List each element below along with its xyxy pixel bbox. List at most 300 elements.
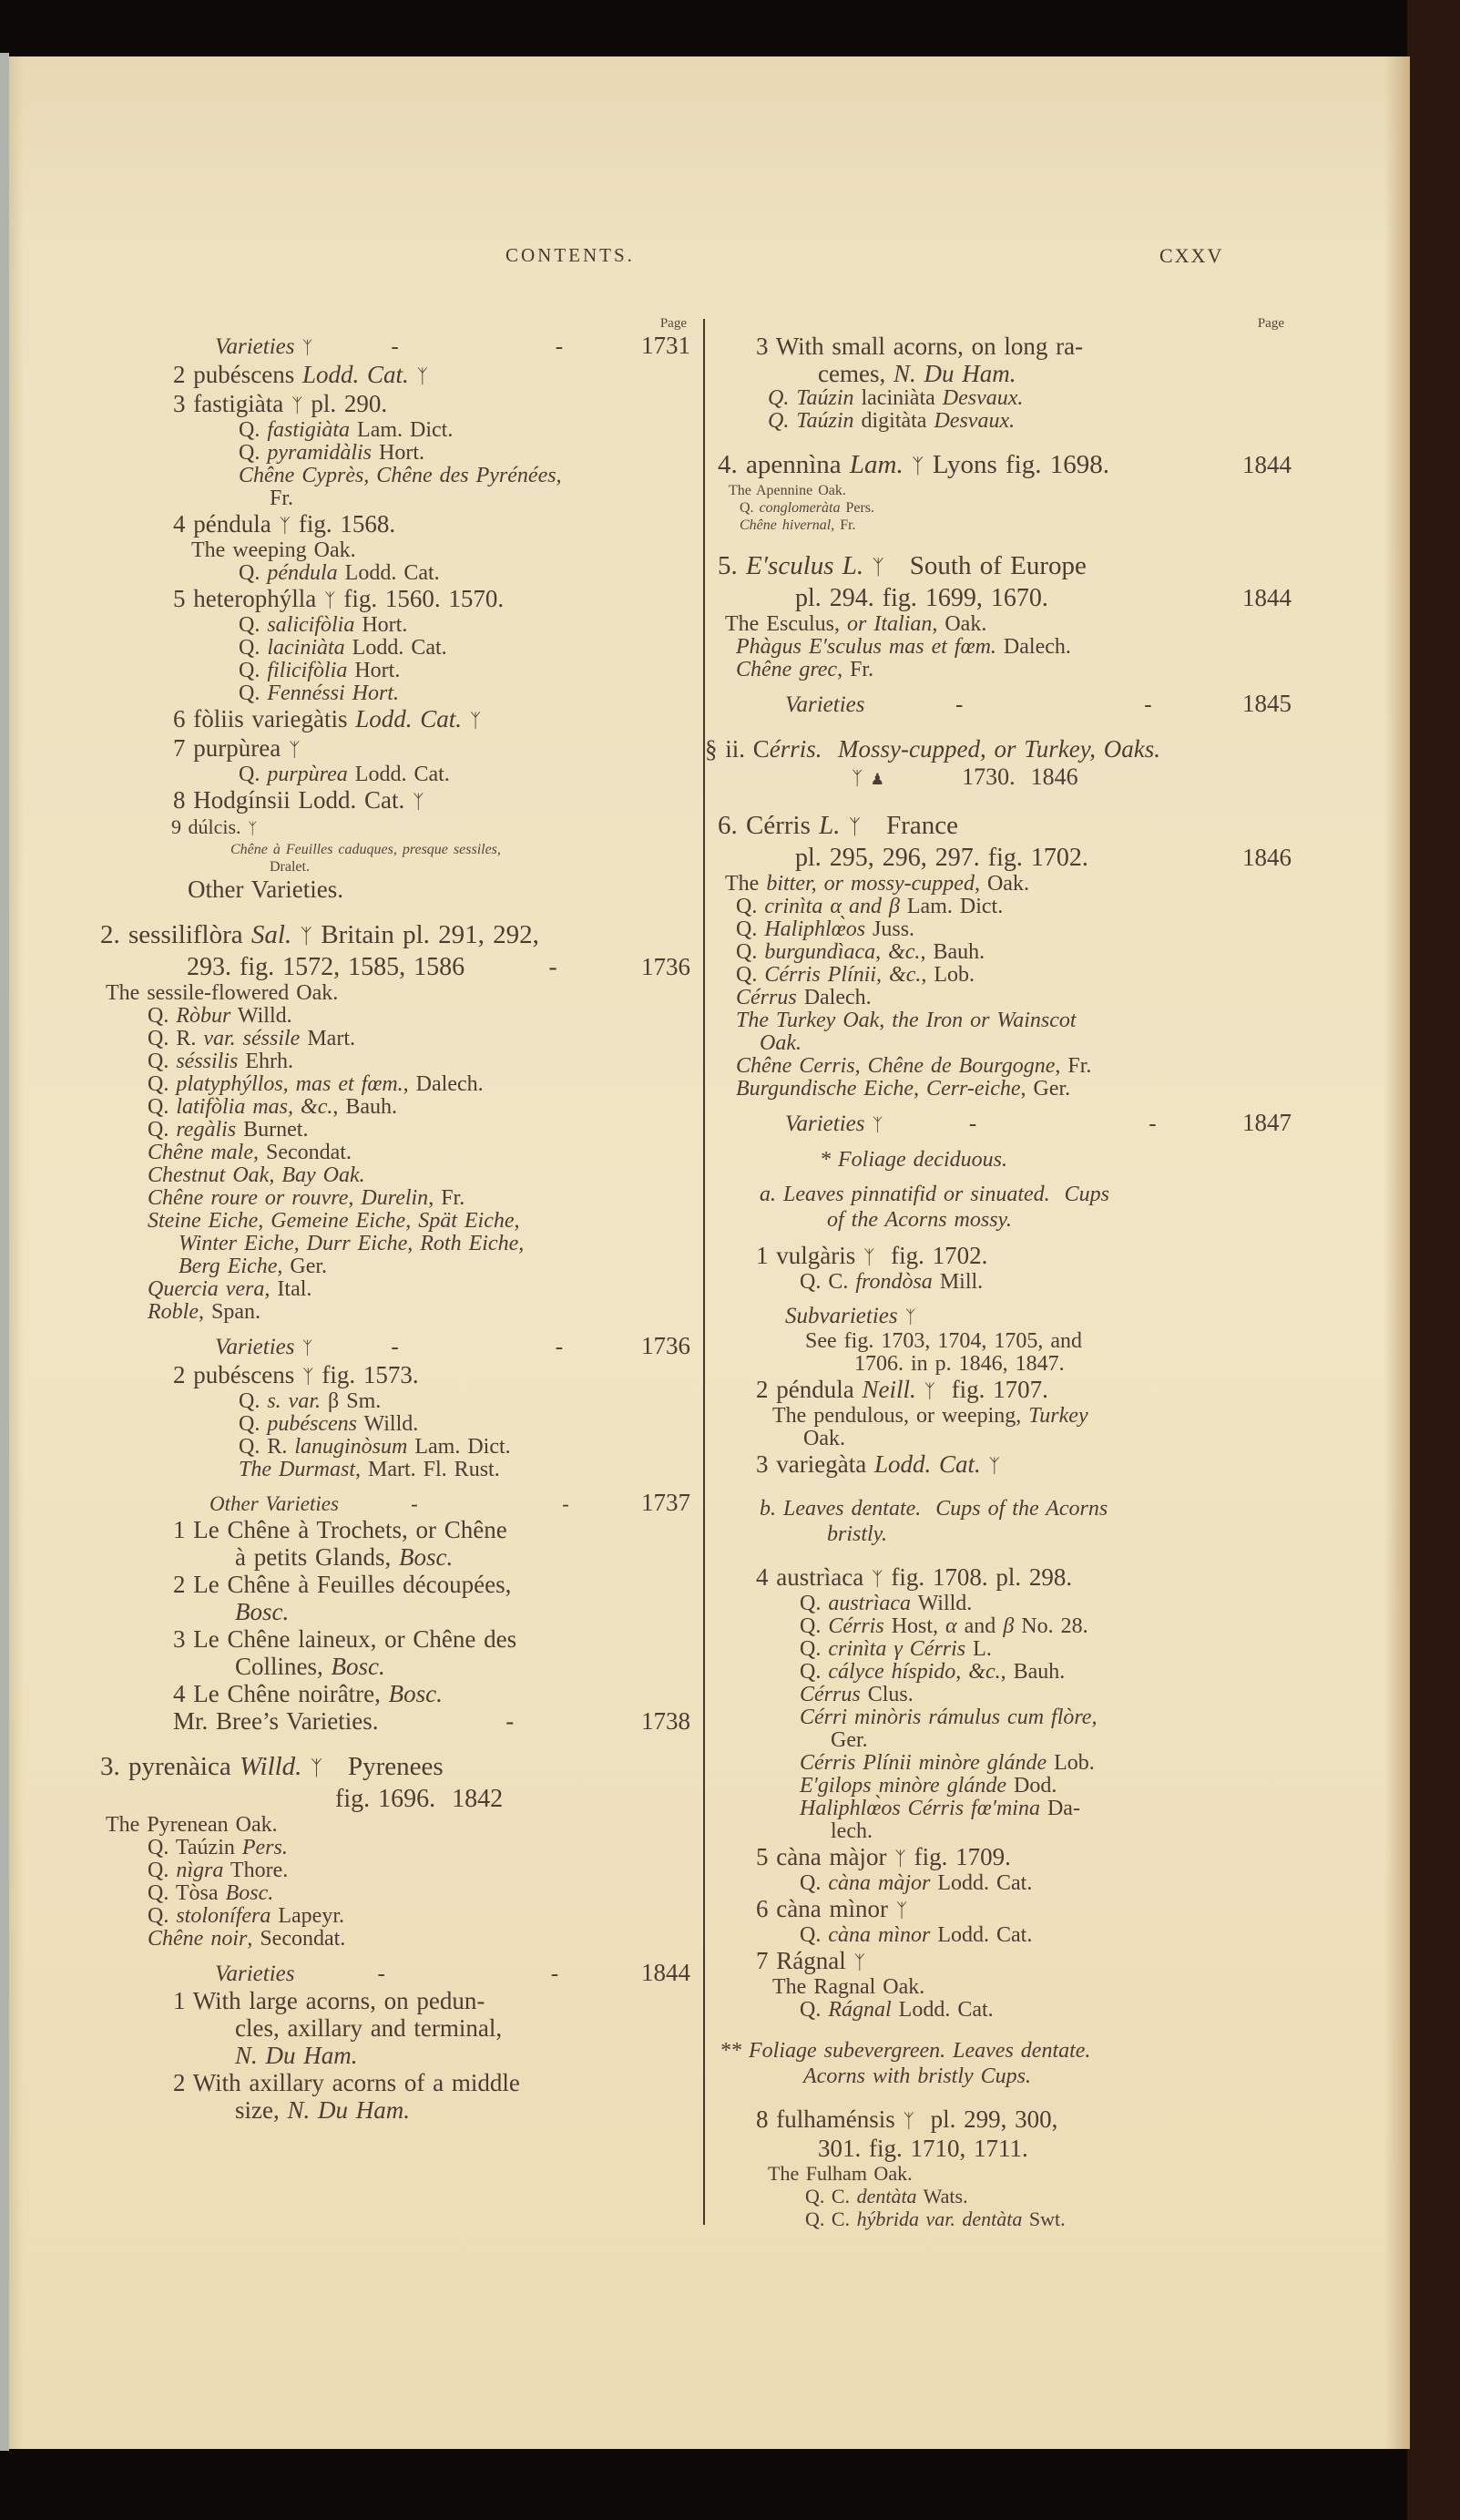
text-segment: Q. Taúzin	[768, 409, 854, 433]
text-segment: fig. 1709.	[905, 1843, 1011, 1870]
text-segment	[301, 1752, 310, 1781]
text-segment: , Mart. Fl. Rust.	[355, 1458, 500, 1481]
text-segment: Q.	[800, 1871, 829, 1895]
contents-line	[718, 1729, 1310, 1752]
contents-line	[718, 1182, 1310, 1207]
deciduous-tree-icon: ᛉ	[469, 709, 482, 732]
line-text	[852, 763, 1078, 794]
contents-line	[100, 858, 692, 876]
page-edge-strip	[0, 53, 9, 2451]
text-segment: conglomeràta	[759, 500, 841, 516]
text-segment: and	[956, 1614, 1004, 1638]
line-text	[736, 964, 975, 987]
text-segment: Q.	[148, 1050, 177, 1073]
line-text	[148, 1859, 288, 1882]
text-segment: 2 pubéscens	[173, 1361, 302, 1388]
page-number-ref: 1844	[1242, 451, 1292, 478]
contents-line	[718, 1798, 1310, 1820]
contents-line	[718, 1110, 1310, 1138]
contents-line	[100, 1905, 692, 1928]
contents-line	[718, 1428, 1310, 1450]
line-text	[795, 843, 1088, 873]
text-segment: 3 Le Chêne laineux, or Chêne des	[173, 1625, 517, 1653]
text-segment: Q.	[239, 763, 268, 786]
line-text	[831, 1820, 873, 1843]
contents-line	[718, 1947, 1310, 1976]
contents-line	[100, 734, 692, 763]
line-text	[718, 550, 1087, 583]
text-segment: Q.	[239, 659, 268, 682]
page-number-ref: 1844	[1242, 584, 1292, 611]
text-segment: a. Leaves pinnatifid or sinuated. Cups	[760, 1183, 1109, 1206]
text-segment: Subvarieties	[785, 1304, 905, 1328]
contents-line	[718, 1615, 1310, 1638]
line-text	[805, 2185, 968, 2208]
line-text	[800, 1924, 1032, 1947]
line-text	[772, 1976, 924, 1999]
text-segment: Lam. Dict.	[407, 1435, 511, 1459]
text-segment: The Pyrenean Oak.	[106, 1813, 278, 1837]
contents-line	[718, 964, 1310, 987]
text-segment: purpùrea	[267, 763, 348, 786]
text-segment: , Ger.	[1020, 1077, 1071, 1101]
text-segment: Host,	[883, 1614, 946, 1638]
contents-line	[718, 1593, 1310, 1615]
line-text	[173, 1625, 516, 1653]
line-text	[827, 1207, 1012, 1233]
contents-line	[718, 1872, 1310, 1895]
line-text	[831, 1729, 868, 1752]
text-segment: Chêne Cyprès, Chêne des Pyrénées,	[239, 464, 562, 487]
contents-line	[718, 1843, 1310, 1872]
text-segment: Dalech.	[796, 986, 872, 1009]
line-text	[705, 734, 1160, 763]
text-segment: Ròbur	[176, 1004, 231, 1028]
text-segment: Lodd. Cat.	[873, 1450, 981, 1478]
text-segment: s. var.	[267, 1389, 322, 1413]
text-segment: b. Leaves dentate. Cups of the Acorns	[760, 1497, 1108, 1521]
text-segment: Chestnut Oak, Bay Oak.	[148, 1163, 365, 1187]
text-segment: 4 Le Chêne noirâtre,	[173, 1680, 389, 1707]
text-segment: , Ger.	[277, 1255, 328, 1278]
text-segment: The sessile-flowered Oak.	[106, 981, 339, 1005]
text-segment: pl. 299, 300,	[914, 2105, 1058, 2133]
deciduous-tree-icon: ᛉ	[248, 820, 258, 838]
line-text	[720, 2038, 1090, 2064]
text-segment: Q.	[148, 1004, 177, 1028]
line-text	[235, 1543, 453, 1571]
text-segment: 2 With axillary acorns of a middle	[173, 2069, 520, 2096]
text-segment: 7 Rágnal	[756, 1947, 854, 1974]
text-segment: Collines,	[235, 1653, 332, 1680]
contents-line	[718, 1706, 1310, 1729]
folio-number: CXXV	[1159, 244, 1224, 267]
contents-line	[718, 659, 1310, 681]
text-segment: Varieties	[215, 334, 302, 359]
contents-line	[718, 1009, 1310, 1032]
contents-line	[718, 410, 1310, 433]
line-text	[768, 2162, 913, 2185]
deciduous-tree-icon: ᛉ	[853, 1951, 866, 1973]
contents-line	[718, 1207, 1310, 1233]
contents-line	[100, 1005, 692, 1028]
line-text	[760, 1032, 801, 1055]
contents-line	[100, 982, 692, 1005]
text-segment: bristly.	[827, 1522, 888, 1546]
text-segment: Q.	[800, 1592, 829, 1615]
line-text	[173, 1571, 511, 1598]
text-segment: Other Varieties.	[188, 876, 343, 903]
contents-line	[718, 636, 1310, 659]
text-segment: var. séssile	[203, 1027, 301, 1050]
leader-dash: -	[555, 334, 564, 359]
line-text	[768, 410, 1015, 433]
text-segment: regàlis	[176, 1118, 237, 1142]
leader-dash: -	[505, 1707, 515, 1735]
text-segment: Varieties	[785, 692, 865, 717]
contents-line	[718, 1684, 1310, 1706]
text-segment: Neill.	[862, 1376, 916, 1403]
contents-line	[100, 1278, 692, 1301]
text-segment: pl. 290.	[302, 390, 388, 417]
text-segment: lanuginòsum	[294, 1435, 408, 1459]
line-text	[736, 896, 1003, 918]
text-segment: , Secondat.	[247, 1927, 346, 1951]
contents-line	[100, 1142, 692, 1164]
contents-line	[100, 815, 692, 841]
text-segment: à petits Glands,	[235, 1543, 399, 1571]
contents-line	[718, 2105, 1310, 2135]
line-text	[803, 2064, 1031, 2089]
text-segment: Willd.	[239, 1752, 302, 1781]
text-segment: cles, axillary and terminal,	[235, 2014, 503, 2042]
contents-line	[100, 1680, 692, 1707]
text-segment: France	[861, 811, 958, 840]
contents-line	[100, 1073, 692, 1096]
line-text	[805, 2208, 1066, 2230]
text-segment: , Fr.	[428, 1186, 465, 1210]
contents-line	[718, 2135, 1310, 2162]
text-segment: fig. 1696. 1842	[335, 1785, 504, 1813]
contents-line	[718, 1032, 1310, 1055]
left-column	[100, 314, 692, 2124]
text-segment: Bosc.	[388, 1680, 443, 1707]
text-segment: Willd.	[911, 1592, 973, 1615]
text-segment: Q.	[239, 1389, 268, 1413]
text-segment: Q. C.	[805, 2208, 857, 2230]
contents-line	[100, 919, 692, 952]
line-text	[756, 1450, 1000, 1480]
text-segment: fig. 1568.	[291, 510, 396, 538]
contents-line	[718, 1999, 1310, 2022]
line-text	[756, 2105, 1057, 2135]
text-segment: Chêne male	[148, 1141, 253, 1164]
text-segment: L.	[965, 1637, 992, 1661]
line-text	[148, 1187, 465, 1210]
text-segment: , Bauh.	[332, 1095, 398, 1119]
contents-line	[100, 1859, 692, 1882]
text-segment: Chêne hivernal	[740, 517, 832, 533]
text-segment: 8 Hodgínsii Lodd. Cat.	[173, 786, 413, 814]
text-segment: laciniàta	[267, 636, 345, 660]
contents-line	[100, 1096, 692, 1119]
text-segment: érris. Mossy-cupped, or Turkey, Oaks.	[769, 735, 1160, 763]
text-segment: Lam.	[849, 450, 904, 479]
text-segment: Rágnal	[828, 1998, 892, 2022]
text-segment: pl. 294. fig. 1699, 1670.	[795, 584, 1048, 612]
text-segment: fig. 1560. 1570.	[335, 585, 505, 612]
text-segment: Lodd. Cat.	[301, 361, 409, 388]
text-segment: Willd.	[356, 1412, 419, 1436]
contents-line	[100, 786, 692, 815]
line-text	[239, 442, 424, 465]
deciduous-tree-icon: ᛉ	[924, 1379, 936, 1402]
text-segment: Q.	[736, 940, 765, 964]
contents-line	[100, 1490, 692, 1516]
line-text	[736, 941, 985, 964]
text-segment: Q.	[800, 1923, 829, 1947]
line-text	[718, 449, 1109, 482]
text-segment: The Durmast	[239, 1458, 356, 1481]
line-text	[106, 982, 338, 1005]
line-text	[148, 1073, 484, 1096]
line-text	[148, 1210, 520, 1233]
text-segment: or Italian,	[846, 612, 938, 636]
text-segment: fig. 1702.	[874, 1242, 988, 1269]
line-text	[235, 1598, 289, 1625]
text-segment: Lodd. Cat.	[337, 561, 440, 585]
contents-line	[100, 1987, 692, 2014]
line-text	[756, 1895, 907, 1924]
text-segment: size,	[235, 2096, 288, 2124]
contents-line	[100, 1784, 692, 1814]
contents-line	[100, 442, 692, 465]
leader-dash: -	[548, 953, 557, 981]
line-text	[239, 637, 447, 660]
leader-dash: -	[968, 1111, 977, 1136]
contents-line	[100, 465, 692, 487]
line-text	[785, 1111, 883, 1138]
line-text	[209, 1491, 339, 1516]
text-segment: β	[1003, 1614, 1015, 1638]
text-segment: Oak.	[760, 1031, 801, 1055]
line-text	[215, 1334, 312, 1361]
contents-line	[100, 1543, 692, 1571]
contents-line	[718, 1895, 1310, 1924]
text-segment: The Esculus,	[725, 612, 847, 636]
line-text	[805, 1330, 1082, 1353]
text-segment: See fig. 1703, 1704, 1705, and	[805, 1329, 1082, 1353]
contents-line	[718, 387, 1310, 410]
contents-line	[100, 1571, 692, 1598]
text-segment: 1 With large acorns, on pedun-	[173, 1987, 485, 2014]
text-segment: N. Du Ham.	[235, 2042, 358, 2069]
text-segment: digitàta	[853, 409, 934, 433]
line-text	[239, 660, 400, 682]
text-segment: Q. R.	[148, 1027, 204, 1050]
text-segment	[409, 361, 417, 388]
line-text	[785, 1303, 916, 1330]
text-segment: , Dalech.	[403, 1072, 484, 1096]
deciduous-tree-icon: ᛉ	[852, 767, 863, 789]
line-text	[230, 841, 501, 858]
text-segment: No. 28.	[1014, 1614, 1088, 1638]
text-segment: séssilis	[176, 1050, 239, 1073]
contents-line	[718, 482, 1310, 499]
text-segment: Q.	[148, 1072, 177, 1096]
text-segment: Oak.	[979, 872, 1029, 896]
text-segment: Da-	[1039, 1797, 1080, 1820]
line-text	[173, 2069, 520, 2096]
text-segment: , Bauh.	[1000, 1660, 1066, 1684]
line-text	[187, 952, 465, 982]
deciduous-tree-icon: ᛉ	[863, 1245, 875, 1268]
text-segment: The Apennine Oak.	[729, 483, 846, 498]
text-segment: fig. 1708. pl. 298.	[883, 1563, 1073, 1591]
line-text	[239, 1459, 500, 1481]
contents-line	[100, 1255, 692, 1278]
page-column-label: Page	[659, 316, 687, 331]
line-text	[148, 1882, 273, 1905]
text-segment: The Ragnal Oak.	[772, 1975, 925, 1999]
text-segment: 1730. 1846	[884, 763, 1078, 790]
text-segment: càna màjor	[828, 1871, 931, 1895]
contents-line	[100, 487, 692, 510]
text-segment: Q.	[148, 1118, 177, 1142]
text-segment: Chêne Cerris, Chêne de Bourgogne	[736, 1054, 1056, 1078]
line-text	[756, 1843, 1011, 1872]
line-text	[800, 1271, 983, 1294]
text-segment: 4. apennìna	[718, 450, 850, 479]
page-number-ref: 1738	[641, 1707, 690, 1735]
contents-line	[718, 691, 1310, 718]
deciduous-tree-icon: ᛉ	[988, 1454, 1001, 1477]
text-segment: Burgundische Eiche, Cerr-eiche	[736, 1077, 1021, 1101]
contents-line	[100, 2042, 692, 2069]
text-segment: Haliphlœ̀os Cérris fœ′mina	[800, 1797, 1040, 1820]
text-segment: Varieties	[785, 1111, 873, 1136]
contents-line	[718, 2038, 1310, 2064]
contents-line	[718, 583, 1310, 613]
text-segment: Desvaux.	[934, 409, 1016, 433]
text-segment: Q. C.	[805, 2185, 857, 2208]
contents-line	[100, 1361, 692, 1390]
line-text	[173, 361, 428, 390]
contents-line	[718, 1055, 1310, 1078]
text-segment: lech.	[831, 1819, 873, 1843]
text-segment: Clus.	[860, 1683, 914, 1706]
line-text	[173, 1516, 507, 1543]
contents-line	[100, 1301, 692, 1324]
deciduous-tree-icon: ᛉ	[912, 455, 924, 478]
contents-line	[718, 2064, 1310, 2089]
contents-line	[718, 1242, 1310, 1271]
text-segment: 6 fòliis variegàtis	[173, 705, 356, 732]
line-text	[148, 1837, 288, 1859]
contents-line	[718, 449, 1310, 482]
text-segment: 5 càna màjor	[756, 1843, 895, 1870]
text-segment: Pers.	[241, 1836, 288, 1859]
text-segment: The	[725, 872, 767, 896]
contents-line	[718, 1924, 1310, 1947]
line-text	[148, 1096, 397, 1119]
contents-line	[100, 1516, 692, 1543]
deciduous-tree-icon: ᛉ	[848, 815, 862, 839]
line-text	[818, 360, 1016, 387]
line-text	[179, 1233, 524, 1255]
text-segment: Cérri minòris rámulus cum flòre,	[800, 1706, 1098, 1729]
contents-line	[100, 1164, 692, 1187]
deciduous-tree-icon: ᛉ	[903, 2109, 915, 2132]
line-text	[800, 1615, 1088, 1638]
text-segment: , Bauh.	[920, 940, 985, 964]
contents-line	[100, 1707, 692, 1735]
text-segment: Varieties	[215, 1962, 295, 1986]
contents-line	[100, 562, 692, 585]
line-text	[188, 876, 343, 903]
text-segment: laciniàta	[853, 386, 943, 410]
line-text	[173, 1707, 378, 1735]
line-text	[800, 1638, 992, 1661]
contents-line	[718, 918, 1310, 941]
line-text	[173, 390, 387, 419]
text-segment: Q.	[800, 1998, 829, 2022]
text-segment: Lodd. Cat.	[930, 1923, 1033, 1947]
line-text	[270, 487, 293, 510]
line-text	[235, 2096, 410, 2124]
line-text	[148, 1164, 365, 1187]
text-segment: Pers.	[840, 500, 874, 516]
line-text	[785, 691, 865, 718]
line-text	[760, 1496, 1108, 1521]
text-segment: α	[945, 1614, 957, 1638]
text-segment: Q. R.	[239, 1435, 295, 1459]
page-title: CONTENTS.	[505, 244, 635, 266]
line-text	[800, 1775, 1057, 1798]
text-segment: Cérris Plínii, &c.	[764, 963, 922, 987]
text-segment: The Fulham Oak.	[768, 2162, 913, 2185]
text-segment: Dod.	[1006, 1774, 1057, 1798]
line-text	[800, 1706, 1097, 1729]
contents-line	[100, 841, 692, 858]
contents-line	[718, 1496, 1310, 1521]
text-segment: cemes,	[818, 360, 893, 387]
line-text	[106, 1814, 278, 1837]
contents-line	[718, 873, 1310, 896]
text-segment: ** Foliage subevergreen. Leaves dentate.	[720, 2039, 1091, 2063]
right-column-lines	[705, 333, 1310, 2230]
deciduous-tree-icon: ᛉ	[894, 1847, 906, 1870]
line-text	[148, 1005, 292, 1028]
line-text	[760, 1182, 1109, 1207]
text-segment: Chêne à Feuilles caduques, presque sessiles,	[230, 842, 501, 857]
deciduous-tree-icon: ᛉ	[288, 738, 301, 761]
deciduous-tree-icon: ᛉ	[301, 1337, 313, 1358]
contents-line	[100, 1459, 692, 1481]
contents-line	[718, 1820, 1310, 1843]
contents-line	[100, 361, 692, 390]
round-headed-tree-icon: ♟	[870, 771, 885, 789]
contents-line	[718, 1752, 1310, 1775]
text-segment: Fennéssi Hort.	[267, 681, 399, 705]
contents-line	[100, 1413, 692, 1436]
text-segment: Hort.	[354, 613, 408, 637]
text-segment: Bosc.	[225, 1881, 274, 1905]
text-segment	[863, 763, 871, 790]
text-segment: 3 With small acorns, on long ra-	[756, 333, 1084, 360]
book-page	[9, 56, 1410, 2449]
line-text	[756, 1947, 865, 1976]
